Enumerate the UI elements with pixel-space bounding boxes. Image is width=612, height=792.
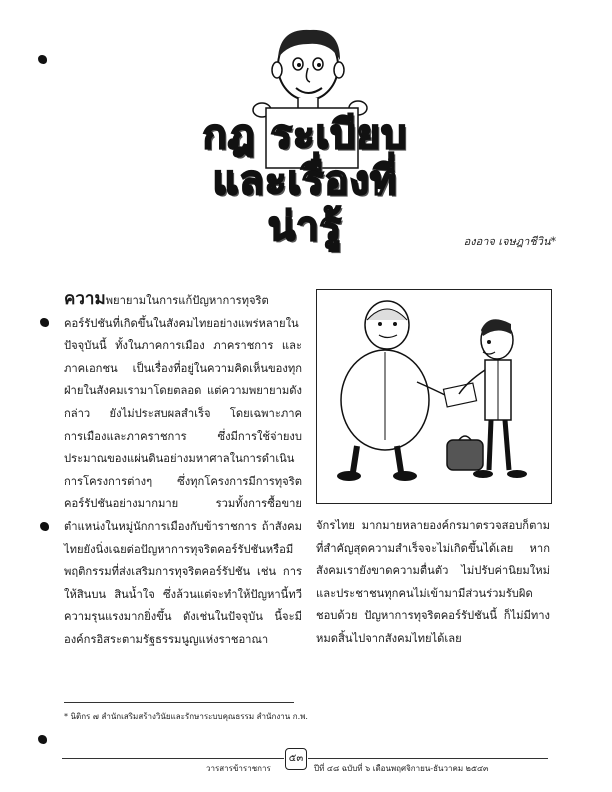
- footer-journal-name: วารสารข้าราชการ: [206, 764, 271, 773]
- binder-hole-mark-bottom: [38, 735, 47, 744]
- page-number: ๕๓: [285, 748, 307, 770]
- body-column-right: [316, 515, 550, 651]
- footer-issue-info: ปีที่ ๔๘ ฉบับที่ ๖ เดือนพฤศจิกายน-ธันวาคม ๒๕๔๓: [314, 764, 489, 773]
- bribery-scene-drawing: [317, 290, 551, 503]
- footer-rule-left: [62, 758, 284, 759]
- right-column-text: จักรไทย มากมายหลายองค์กรมาตรวจสอบก็ตาม ที่สำคัญสุดความสำเร็จจะไม่เกิดขึ้นได้เลย หากสังคมเรายังขาดความตื่นตัว ไม่ปรับค่านิยมใหม่และประชาชนทุกคนไม่เข้ามามีส่วนร่วมรับผิดชอบด้วย ปัญหาการทุจริตคอร์รัปชันนี้ ก็ไม่มีทางหมดสิ้นไปจากสังคมไทยได้เลย: [316, 519, 550, 645]
- title-line-1: กฎ ระเบียบ: [202, 112, 408, 158]
- article-title: [190, 112, 420, 250]
- lead-word: ความ: [64, 289, 106, 309]
- cartoon-bribery-illustration: [316, 289, 552, 504]
- footer-rule-right: [308, 758, 548, 759]
- binder-hole-mark-top: [38, 55, 47, 64]
- left-column-text: พยายามในการแก้ปัญหาการทุจริตคอร์รัปชันที่เกิดขึ้นในสังคมไทยอย่างแพร่หลายในปัจจุบันนี้ ทั้งในภาคการเมือง ภาคราชการ และภาคเอกชน เป็นเรื่องที่อยู่ในความคิดเห็นของทุกฝ่ายในสังคมเรามาโดยตลอด แต่ความพยายามดังกล่าว ยังไม่ประสบผลสำเร็จ โดยเฉพาะภาคการเมืองและภาคราชการ ซึ่งมีการใช้จ่ายงบประมาณของแผ่นดินอย่างมหาศาลในการดำเนินการโครงการต่างๆ ซึ่งทุกโครงการมีการทุจริตคอร์รัปชันอย่างมากมาย รวมทั้งการซื้อขายตำแหน่งในหมู่นักการเมืองกับข้าราชการ ถ้าสังคมไทยยังนิ่งเฉยต่อปัญหาการทุจริตคอร์รัปชันหรือมีพฤติกรรมที่ส่งเสริมการทุจริตคอร์รัปชัน เช่น การให้สินบน สินน้ำใจ ซึ่งล้วนแต่จะทำให้ปัญหานี้ทวีความรุนแรงมากยิ่งขึ้น ดังเช่นในปัจจุบัน นี้จะมีองค์กรอิสระตามรัฐธรรมนูญแห่งราชอาณา: [64, 294, 302, 646]
- body-paragraph-left: [64, 288, 302, 652]
- author-footnote: * นิติกร ๗ สำนักเสริมสร้างวินัยและรักษาระบบคุณธรรม สำนักงาน ก.พ.: [64, 712, 308, 721]
- title-line-2: และเรื่องที่น่ารู้: [212, 158, 398, 250]
- author-byline: องอาจ เจษฎาชีวิน*: [463, 235, 556, 248]
- footnote-divider: [64, 702, 294, 703]
- binder-hole-mark-middle-1: [40, 318, 49, 327]
- body-column-left: [64, 288, 302, 652]
- binder-hole-mark-middle-2: [40, 522, 49, 531]
